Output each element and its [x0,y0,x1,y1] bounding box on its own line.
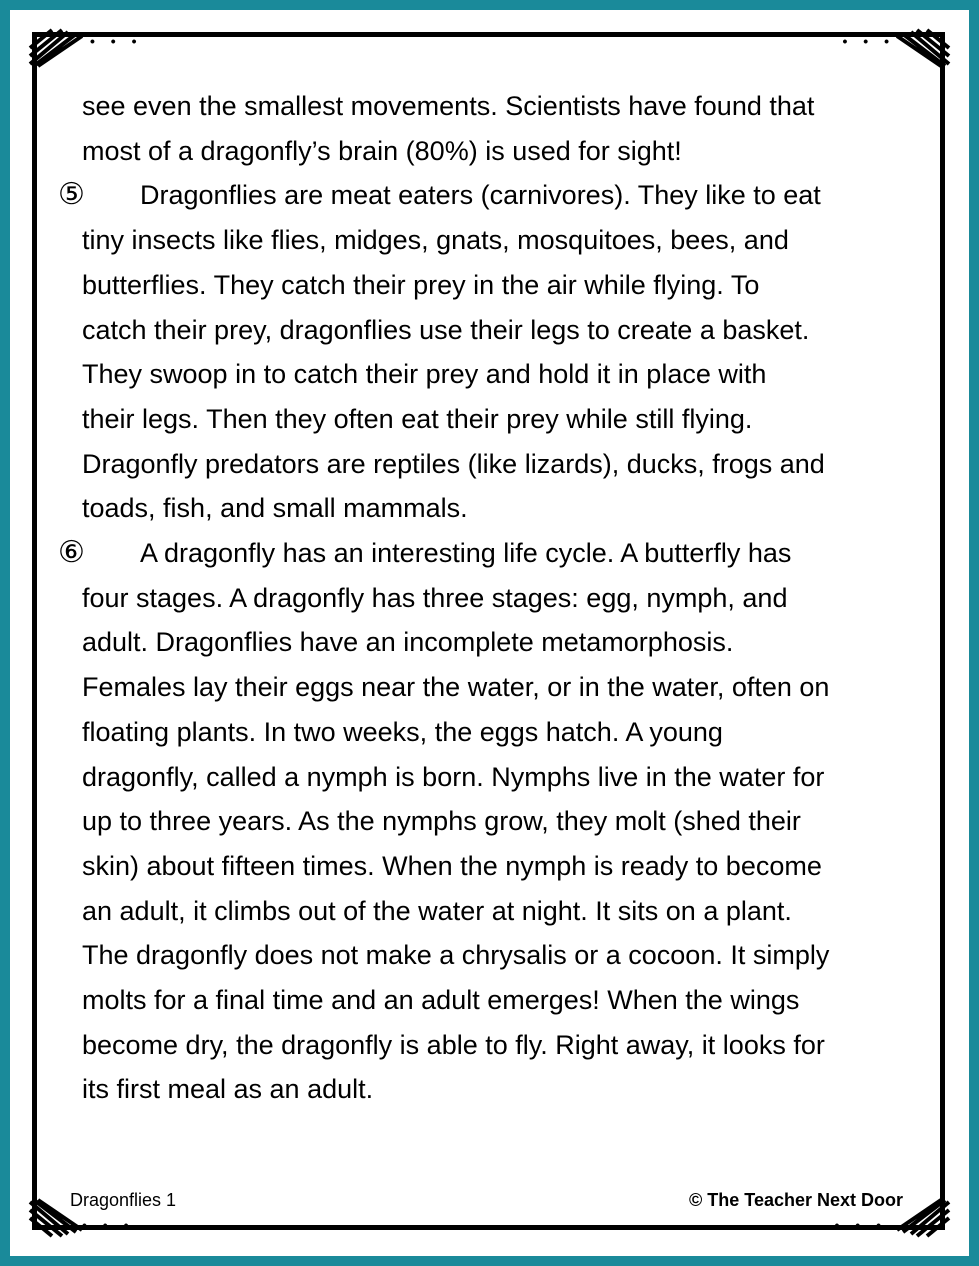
dots-top-right: • • • [842,33,895,49]
text-line: most of a dragonfly’s brain (80%) is used for sight! [82,135,682,166]
paragraph-6 [58,531,912,1112]
text-line: see even the smallest movements. Scientists have found that [82,91,815,121]
text-line: adult. Dragonflies have an incomplete metamorphosis. [82,627,734,658]
dots-bottom-right: • • • [834,1217,887,1233]
paragraph-5 [58,173,912,531]
text-line: Dragonflies are meat eaters (carnivores). They like to eat [140,180,821,211]
corner-scribble-top-right [891,28,951,68]
text-line: Dragonfly predators are reptiles (like lizards), ducks, frogs and [82,448,825,479]
footer-page-label: Dragonflies 1 [70,1190,177,1210]
text-line: dragonfly, called a nymph is born. Nymphs live in the water for [82,761,825,792]
text-line: The dragonfly does not make a chrysalis or a cocoon. It simply [82,940,830,971]
text-line: up to three years. As the nymphs grow, they molt (shed their [82,806,801,837]
text-line: A dragonfly has an interesting life cycle. A butterfly has [140,538,792,569]
text-line: They swoop in to catch their prey and hold it in place with [82,359,767,390]
text-line: skin) about fifteen times. When the nymph is ready to become [82,850,822,881]
text-line: become dry, the dragonfly is able to fly. Right away, it looks for [82,1029,825,1060]
paragraph-number-6: ⑥ [58,536,85,570]
text-line: toads, fish, and small mammals. [82,493,468,524]
text-line: butterflies. They catch their prey in the air while flying. To [82,269,760,300]
reading-passage [58,84,912,1112]
text-line: their legs. Then they often eat their prey while still flying. [82,403,753,434]
text-line: tiny insects like flies, midges, gnats, mosquitoes, bees, and [82,225,789,256]
text-line: molts for a final time and an adult emerges! When the wings [82,985,800,1016]
footer-copyright: © The Teacher Next Door [689,1190,903,1210]
text-line: four stages. A dragonfly has three stages: egg, nymph, and [82,582,788,613]
paragraph-continued [82,84,912,173]
text-line: floating plants. In two weeks, the eggs hatch. A young [82,716,723,747]
text-line: catch their prey, dragonflies use their legs to create a basket. [82,314,810,345]
text-line: its first meal as an adult. [82,1074,374,1105]
dots-bottom-left: • • • [82,1217,135,1233]
worksheet-page [10,10,969,1256]
dots-top-left: • • • [90,33,143,49]
corner-scribble-top-left [28,28,88,68]
text-line: an adult, it climbs out of the water at night. It sits on a plant. [82,895,792,926]
text-line: Females lay their eggs near the water, or in the water, often on [82,672,830,703]
paragraph-number-5: ⑤ [58,178,85,212]
